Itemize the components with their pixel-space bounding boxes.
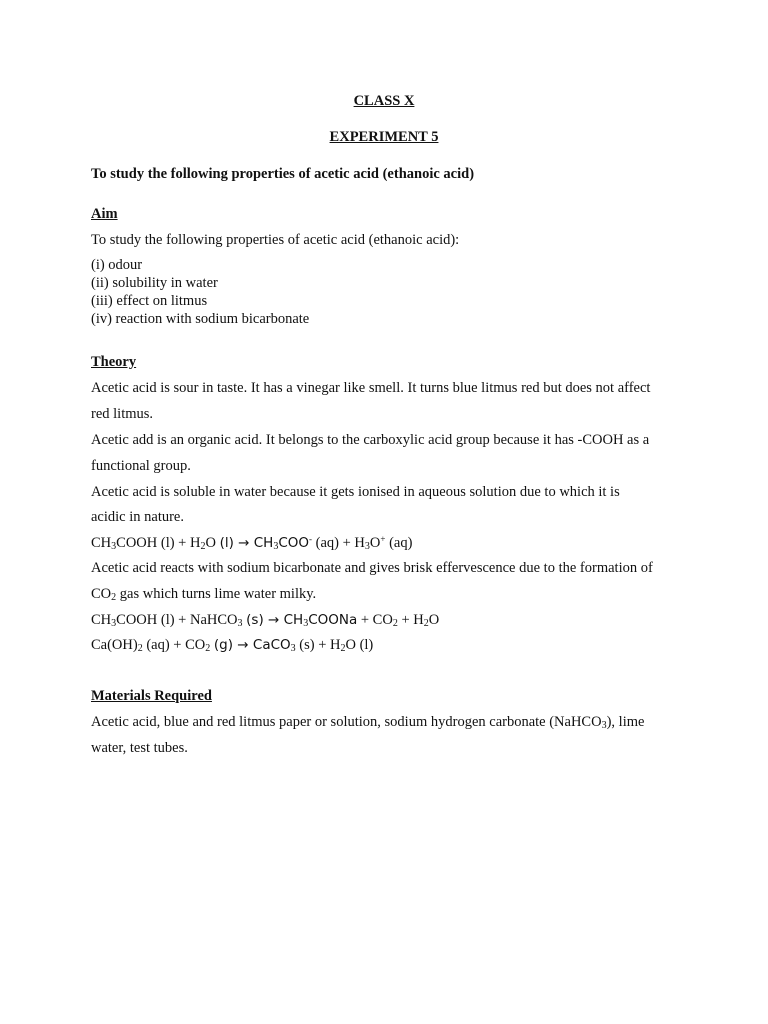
experiment-title: EXPERIMENT 5 [329,129,439,145]
theory-paragraph-line: Acetic acid is soluble in water because it gets ionised in aqueous solution due to which it is [91,484,620,500]
aim-item: (iv) reaction with sodium bicarbonate [91,311,310,327]
theory-paragraph-line: Acetic add is an organic acid. It belongs to the carboxylic acid group because it has -COOH as a [91,432,650,448]
aim-item: (i) odour [91,257,143,273]
theory-paragraph-line: functional group. [91,458,191,474]
aim-item: (ii) solubility in water [91,275,218,291]
theory-paragraph-line: Acetic acid is sour in taste. It has a vinegar like smell. It turns blue litmus red but does not affect [91,380,651,396]
ionisation-equation: $CH_3COOH$ $(l) + H_2O$ $(l) \to CH_3COO^-$ $(aq) + H_3O^+$ (aq) [91,534,413,552]
aim-item: (iii) effect on litmus [91,293,208,309]
theory-heading: Theory [91,354,137,370]
materials-line: water, test tubes. [91,740,188,756]
theory-paragraph-line: acidic in nature. [91,509,184,525]
aim-intro: To study the following properties of acetic acid (ethanoic acid): [91,232,460,248]
theory-paragraph-line: Acetic acid reacts with sodium bicarbonate and gives brisk effervescence due to the formation of [91,560,653,576]
bicarbonate-equation: $CH_3COOH$ (l) + NaHCO$_3$ $(s) \to CH_3COONa + CO_2 + H_2O$ [91,612,440,629]
theory-paragraph-line: $CO_2$ gas which turns lime water milky. [91,586,317,603]
materials-heading: Materials Required [91,688,212,704]
subject-line: To study the following properties of acetic acid (ethanoic acid) [91,166,475,182]
theory-paragraph-line: red litmus. [91,406,154,422]
class-title: CLASS X [353,93,415,109]
materials-line: Acetic acid, blue and red litmus paper or solution, sodium hydrogen carbonate (NaHCO$_3$), lime [91,714,645,731]
aim-heading: Aim [91,206,118,222]
limewater-equation: $Ca(OH)_2$ $(aq) + CO_2$ (g) → CaCO$_3$ $(s) + H_2O$ (l) [91,637,374,654]
